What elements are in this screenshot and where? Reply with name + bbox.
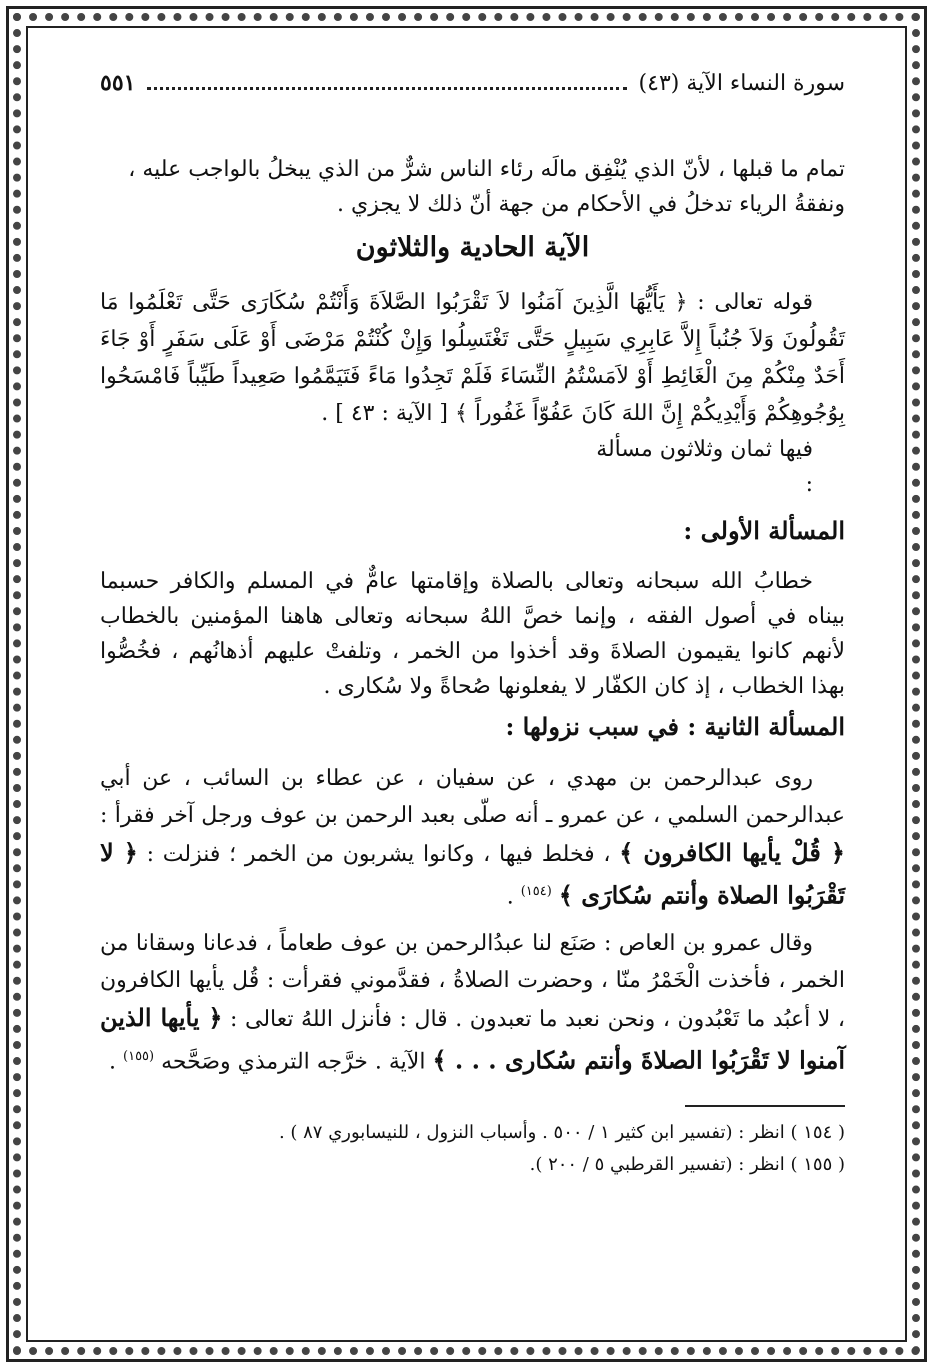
page-number: ٥٥١ bbox=[100, 70, 136, 96]
masala-2-paragraph-1 bbox=[100, 760, 845, 915]
running-header bbox=[100, 70, 845, 114]
running-header-title: سورة النساء الآية (٤٣) bbox=[638, 71, 845, 96]
count-line-1: فيها ثمان وثلاثون مسألة bbox=[596, 437, 813, 462]
footnote-155: ( ١٥٥ ) انظر : (تفسير القرطبي ٥ / ٢٠٠ ). bbox=[529, 1153, 845, 1175]
quote-la-taqrabu: ﴿ لا تَقْرَبُوا الصلاة وأنتم سُكارَى ﴾ bbox=[100, 838, 845, 910]
quote-ya-ayyuha: ﴿ يأيها الذين آمنوا لا تَقْرَبُوا الصلاةَ وأنتم سُكارى . . . ﴾ bbox=[100, 1003, 845, 1075]
header-leader-dots bbox=[147, 73, 626, 90]
masala-1-text: خطابُ الله سبحانه وتعالى بالصلاة وإقامتها عامٌّ في المسلم والكافر حسبما بيناه في أصول الفقه ، وإنما خصَّ اللهُ سبحانه وتعالى هاهنا المؤمنين بالخطاب لأنهم كانوا يقيمون الصلاةَ وقد أخذوا من الخمر ، وتلفتْ عليهم أذهانُهم ، فخُصُّوا بهذا الخطاب ، إذ كان الكفّار لا يفعلونها صُحاةً ولا سُكارى . bbox=[100, 569, 845, 699]
quote-kafirun: ﴿ قُلْ يأيها الكافرون ﴾ bbox=[619, 838, 845, 867]
section-title: الآية الحادية والثلاثون bbox=[355, 232, 590, 263]
masala-2-p2-a: وقال عمرو بن العاص : صَنَع لنا عبدُالرحمن بن عوف طعاماً ، فدعانا وسقانا من الخمر ، فأخذت الْخَمْرُ منّا ، وحضرت الصلاةُ ، فقدَّموني فقرأت : قُل يأيها الكافرون ، لا أعبُد ما تَعْبُدون ، ونحن نعبد ما تعبدون . قال : فأنزل اللهُ تعالى : bbox=[100, 931, 845, 1033]
footnote-ref-154[interactable]: (١٥٤) bbox=[520, 884, 552, 899]
verse-reference: [ الآية : ٤٣ ] . bbox=[321, 401, 449, 426]
verse-text: ﴿ يَأَيُّهَا الَّذِينَ آمَنُوا لاَ تَقْرَبُوا الصَّلاَةَ وَأَنْتُمْ سُكَارَى حَتَّى تَعْلَمُوا مَا تَقُولُونَ وَلاَ جُنُباً إِلاَّ عَابِرِي سَبِيلٍ حَتَّى تَغْتَسِلُوا وَإِنْ كُنْتُمْ مَرْضَى أَوْ عَلَى سَفَرٍ أَوْ جَاءَ أَحَدٌ مِنْكُمْ مِنَ الْغَائِطِ أَوْ لاَمَسْتُمُ النِّسَاءَ فَلَمْ تَجِدُوا مَاءً فَتَيَمَّمُوا صَعِيداً طَيِّباً فَامْسَحُوا بِوُجُوهِكُمْ وَأَيْدِيكُمْ إِنَّ اللهَ كَانَ عَفُوّاً غَفُوراً ﴾ bbox=[100, 290, 845, 426]
intro-line-1: تمام ما قبلها ، لأنّ الذي يُنْفِق مالَه رئاء الناس شرٌّ من الذي يبخلُ بالواجب عليه ، bbox=[128, 157, 845, 182]
footnote-154: ( ١٥٤ ) انظر : (تفسير ابن كثير ١ / ٥٠٠ . وأسباب النزول ، للنيسابوري ٨٧ ) . bbox=[278, 1121, 845, 1143]
verse-lead: قوله تعالى : bbox=[697, 290, 813, 315]
masala-2-p1-b: ، فخلط فيها ، وكانوا يشربون من الخمر ؛ فنزلت : bbox=[146, 842, 611, 867]
verse-paragraph bbox=[100, 284, 845, 432]
masala-2-p1-end: . bbox=[506, 884, 514, 910]
masala-2-title: المسألة الثانية : في سبب نزولها : bbox=[505, 712, 845, 741]
masala-2-p2-b: الآية . خرَّجه الترمذي وصَحَّحه bbox=[161, 1049, 426, 1075]
page-content bbox=[100, 70, 845, 1181]
masala-2-paragraph-2 bbox=[100, 925, 845, 1080]
footnote-ref-155[interactable]: (١٥٥) bbox=[123, 1049, 155, 1065]
intro-line-2: ونفقةُ الرياء تدخلُ في الأحكام من جهة أنّ ذلك لا يجزي . bbox=[337, 192, 845, 217]
masala-1-title: المسألة الأولى : bbox=[683, 516, 845, 545]
count-line-2: : bbox=[805, 472, 813, 497]
footnote-separator bbox=[685, 1105, 845, 1107]
paragraph-gap bbox=[100, 915, 845, 925]
masala-2-p1-a: روى عبدالرحمن بن مهدي ، عن سفيان ، عن عطاء بن السائب ، عن أبي عبدالرحمن السلمي ، عن عمرو ـ أنه صلّى بعبد الرحمن بن عوف ورجل آخر فقرأ : bbox=[100, 766, 845, 828]
masala-2-p2-end: . bbox=[109, 1049, 117, 1075]
